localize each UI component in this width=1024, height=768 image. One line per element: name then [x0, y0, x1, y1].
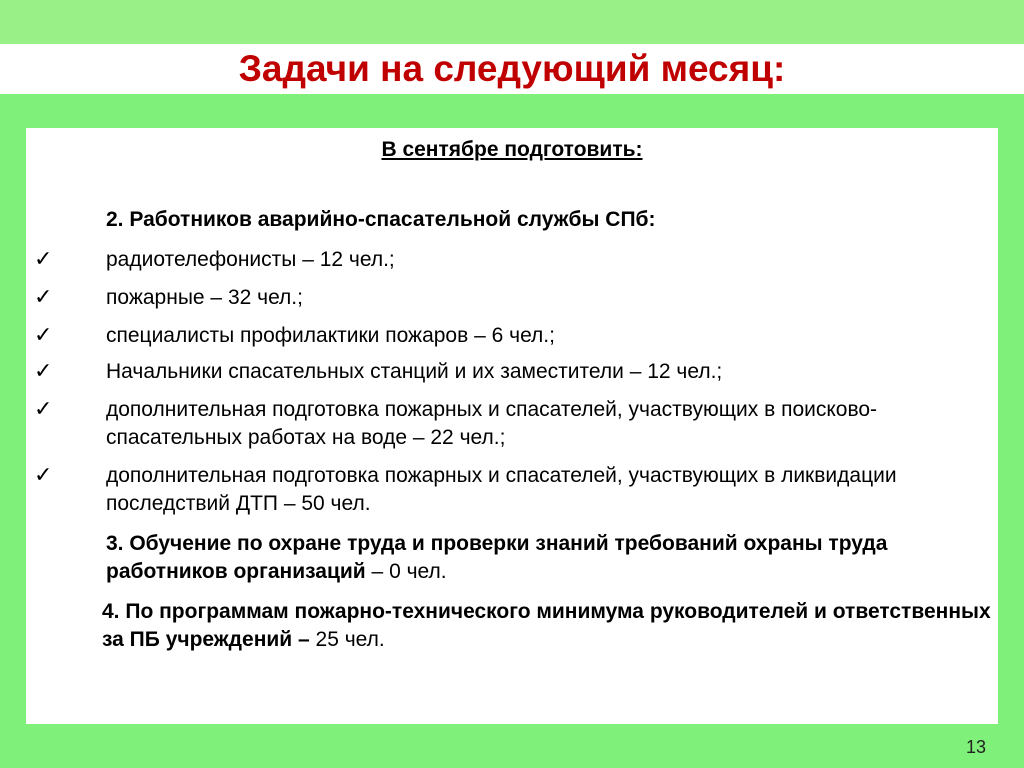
checkmark-icon: ✓ [34, 397, 53, 422]
checkmark-icon: ✓ [34, 285, 53, 310]
section-4-title: 4. По программам пожарно-технического минимума руководителей и ответственных за ПБ учреждений – [102, 600, 991, 651]
content-panel [26, 128, 998, 724]
top-background [0, 0, 1024, 44]
checkmark-icon: ✓ [34, 323, 53, 348]
list-item-text: специалисты профилактики пожаров – 6 чел.; [106, 324, 555, 347]
checkmark-icon: ✓ [34, 247, 53, 272]
list-item-text: дополнительная подготовка пожарных и спасателей, участвующих в поисково-спасательных работах на воде – 22 чел.; [106, 398, 878, 449]
list-item-text: дополнительная подготовка пожарных и спасателей, участвующих в ликвидации последствий ДТП – 50 чел. [106, 464, 897, 515]
section-3-count: – 0 чел. [365, 560, 447, 583]
section-2-title: 2. Работников аварийно-спасательной службы СПб: [106, 208, 656, 231]
list-item-text: пожарные – 32 чел.; [106, 286, 303, 309]
slide-title: Задачи на следующий месяц: [238, 48, 786, 89]
section-4-count: 25 чел. [309, 628, 385, 651]
checkmark-icon: ✓ [34, 359, 53, 384]
checkmark-icon: ✓ [34, 463, 53, 488]
list-item-text: Начальники спасательных станций и их заместители – 12 чел.; [106, 360, 723, 383]
section-3-title: 3. Обучение по охране труда и проверки знаний требований охраны труда работников организаций [106, 532, 888, 583]
list-item-text: радиотелефонисты – 12 чел.; [106, 248, 395, 271]
section-heading: В сентябре подготовить: [381, 138, 643, 161]
page-number: 13 [965, 737, 986, 757]
